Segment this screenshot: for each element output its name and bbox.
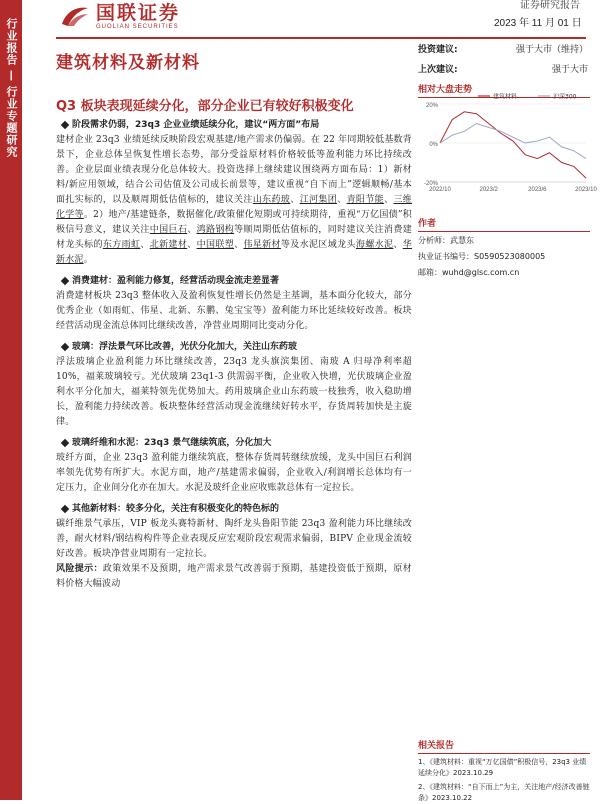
- section-3-body: 浮法玻璃企业盈利能力环比继续改善，23q3 龙头旗滨集团、南玻 A 归母净利率超 10%，福莱玻璃较亏。光伏玻璃 23q1-3 供需弱平衡，企业收入快增，光伏玻璃企业盈利水平分化加大，福莱特领先优势加大。药用玻璃企业山东药玻一枝独秀，收入稳助增长，盈利能力持续改善。板块整体经营活动现金流继续好转水平，存货周转加快是主旋律。: [56, 357, 412, 427]
- report-body: [56, 118, 412, 592]
- x-tick-label: 2022/10: [429, 187, 451, 193]
- y-tick-label: 0%: [429, 142, 438, 148]
- side-banner-text-1: 行业报告: [5, 18, 18, 66]
- related-reports: [418, 738, 590, 804]
- industry-title: 建筑材料及新材料: [56, 53, 200, 73]
- document-type: 证券研究报告: [520, 0, 580, 11]
- section-3-heading: 玻璃：浮法景气环比改善，光伏分化加大，关注山东药玻: [62, 340, 412, 355]
- author-heading: 作者: [418, 216, 590, 232]
- related-report-2[interactable]: 2、《建筑材料：“自下而上”为主，关注地产/经济改善链条》2023.10.22: [418, 783, 590, 802]
- report-date: 2023 年 11 月 01 日: [494, 18, 582, 29]
- side-banner: [0, 0, 22, 800]
- risk-text: 政策效果不及预期，地产需求景气改善弱于预期，基建投资低于预期，原材料价格大幅波动: [56, 564, 412, 589]
- stock-link[interactable]: 鸿路钢构: [196, 225, 235, 235]
- legend-label: 建筑材料: [493, 93, 518, 101]
- risk-label: 风险提示：: [56, 564, 103, 574]
- section-1-body: 建材企业 23q3 业绩延续反映阶段宏观基建/地产需求仍偏弱。在 22 年同期较低基数背景下，企业总体呈恢复性增长态势，部分受益原材料价格较低等盈利能力环比持续改善。企业层面业绩表现分化总体较大。投资选择上继续建议围绕两方面布局：1）新材料/新应用领域，结合公司估值及公司成长前景等，建议重视“自下而上”逻辑顺畅/基本面扎实标的，以及顺周期低估值标的，建议关注山东药玻、江河集团、青阳节能、三维化学等。2）地产/基建链条，数据催化/政策催化短期或可持续期待，重视“万亿国债”积极信号意义，建议关注中国巨石、鸿路钢构等顺周期低估值标的，同时建议关注消费建材龙头标的东方雨虹、北新建材、中国联塑、伟星新材等及水泥区域龙头海螺水泥、华新水泥。: [56, 135, 413, 265]
- investment-rating-label: 投资建议:: [418, 44, 458, 55]
- related-report-1[interactable]: 1、《建筑材料：重视“万亿国债”积极信号，23q3 业绩延续分化》2023.10.29: [418, 758, 587, 777]
- section-2-body: 消费建材板块 23q3 整体收入及盈利恢复性增长仍然是主基调，基本面分化较大，部分优秀企业（如雨虹、伟星、北新、东鹏、兔宝宝等）盈利能力环比延续较好改善。板块经营活动现金流总体同比继续改善，净营业周期同比变动分化。: [56, 291, 412, 331]
- company-logo: [60, 2, 180, 30]
- x-tick-label: 2023/2: [479, 187, 498, 193]
- risk-warning: [56, 562, 412, 592]
- stock-link[interactable]: 伟星新材: [243, 240, 281, 250]
- stock-link[interactable]: 东方雨虹: [102, 240, 141, 250]
- company-name-cn: 国联证券: [96, 2, 181, 24]
- side-banner-dash: —: [5, 70, 18, 82]
- previous-rating-row: [418, 58, 588, 78]
- chart-svg: [418, 90, 597, 200]
- diamond-bullet-icon: [61, 505, 69, 513]
- report-title: Q3 板块表现延续分化，部分企业已有较好积极变化: [56, 99, 354, 114]
- investment-rating-value: 强于大市（维持）: [515, 44, 588, 55]
- series-line-1: [440, 112, 586, 178]
- logo-swoosh-icon: [60, 4, 90, 28]
- diamond-bullet-icon: [61, 277, 69, 285]
- diamond-bullet-icon: [61, 121, 69, 129]
- x-tick-label: 2023/10: [575, 187, 597, 193]
- author-box: [418, 216, 590, 280]
- chart-heading: 相对大盘走势: [418, 82, 590, 98]
- diamond-bullet-icon: [61, 439, 69, 447]
- previous-rating-value: 强于大市: [551, 64, 588, 75]
- diamond-bullet-icon: [61, 343, 69, 351]
- y-tick-label: -20%: [423, 181, 438, 187]
- section-1-heading: 阶段需求仍弱，23q3 企业业绩延续分化，建议“两方面”布局: [62, 118, 412, 133]
- relative-performance-chart: [418, 90, 597, 200]
- analyst-cert: 执业证书编号：S0590523080005: [418, 252, 546, 261]
- previous-rating-label: 上次建议:: [418, 64, 458, 75]
- analyst-email: 邮箱：wuhd@glsc.com.cn: [418, 268, 520, 277]
- stock-link[interactable]: 江河集团: [299, 195, 338, 205]
- y-tick-label: 20%: [425, 103, 438, 109]
- stock-link[interactable]: 北新建材: [149, 240, 188, 250]
- stock-link[interactable]: 海螺水泥: [355, 240, 394, 250]
- legend-label: 沪深300: [553, 93, 577, 101]
- stock-link[interactable]: 华新水泥: [56, 240, 412, 265]
- investment-rating-row: [418, 38, 588, 58]
- x-tick-label: 2023/6: [528, 187, 547, 193]
- analyst-name: 分析师：武慧东: [418, 236, 474, 245]
- stock-link[interactable]: 青阳节能: [346, 195, 385, 205]
- company-name-en: GUOLIAN SECURITIES: [96, 24, 179, 30]
- stock-link[interactable]: 山东药玻: [252, 195, 291, 205]
- related-heading: 相关报告: [418, 738, 590, 754]
- rating-box: [418, 38, 588, 78]
- side-banner-text-2: 行业专题研究: [5, 86, 18, 158]
- section-2-heading: 消费建材：盈利能力修复，经营活动现金流走差显著: [62, 274, 412, 289]
- section-5-body: 碳纤维景气承压，VIP 板龙头赛特新材、陶纤龙头鲁阳节能 23q3 盈利能力环比继续改善，耐火材料/钢结构构件等企业表现反应宏观阶段宏观需求偏弱，BIPV 企业现金流较好改善。板块净营业周期有一定拉长。: [56, 519, 412, 559]
- section-4-body: 玻纤方面，企业 23q3 盈利能力继续筑底，整体存货周转继续放缓，龙头中国巨石利润率领先优势有所扩大。水泥方面，地产/基建需求偏弱，企业收入/利润增长总体均有一定压力，企业间分化亦在加大。水泥及玻纤企业应收账款总体有一定拉长。: [56, 453, 412, 493]
- stock-link[interactable]: 三维化学等: [56, 195, 413, 220]
- stock-link[interactable]: 中国联塑: [196, 240, 235, 250]
- section-4-heading: 玻璃纤维和水泥：23q3 景气继续筑底，分化加大: [62, 436, 412, 451]
- section-5-heading: 其他新材料：较多分化，关注有积极变化的特色标的: [62, 502, 412, 517]
- stock-link[interactable]: 中国巨石: [149, 225, 188, 235]
